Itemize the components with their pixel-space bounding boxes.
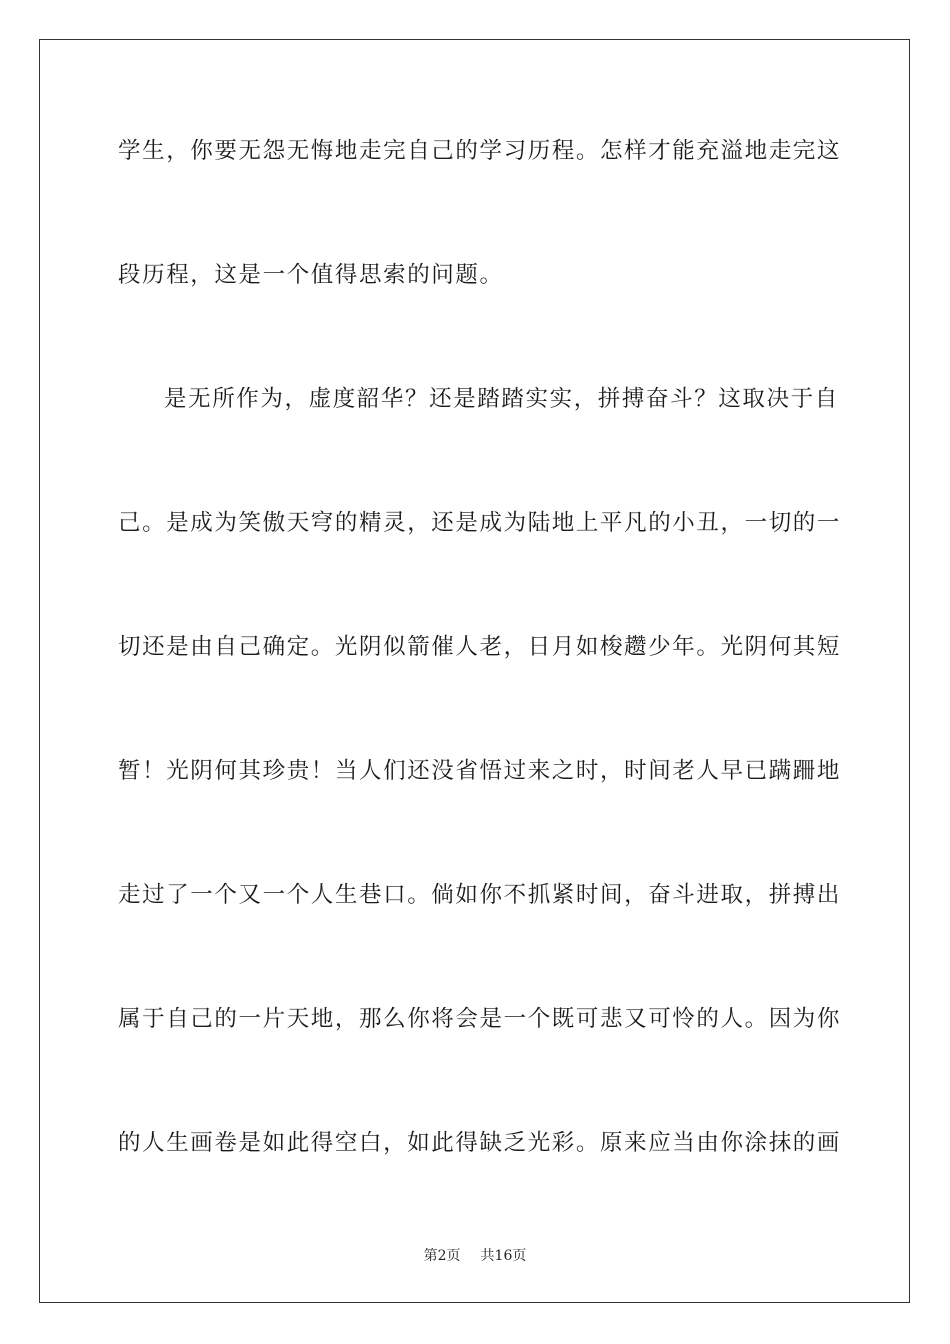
text-line: 走过了一个又一个人生巷口。倘如你不抓紧时间，奋斗进取，拼搏出: [118, 882, 842, 908]
text-line: 是无所作为，虚度韶华？还是踏踏实实，拼搏奋斗？这取决于自: [164, 386, 839, 412]
text-line: 己。是成为笑傲天穹的精灵，还是成为陆地上平凡的小丑，一切的一: [118, 510, 842, 536]
page-footer: [0, 1246, 950, 1266]
text-line: 暂！光阴何其珍贵！当人们还没省悟过来之时，时间老人早已蹒跚地: [118, 758, 842, 784]
page-border: [39, 39, 910, 1303]
text-line: 切还是由自己确定。光阴似箭催人老，日月如梭趱少年。光阴何其短: [118, 634, 842, 660]
page-number: 第2页: [423, 1248, 461, 1264]
text-line: 属于自己的一片天地，那么你将会是一个既可悲又可怜的人。因为你: [118, 1006, 842, 1032]
text-line: 段历程，这是一个值得思索的问题。: [118, 262, 504, 288]
text-line: 的人生画卷是如此得空白，如此得缺乏光彩。原来应当由你涂抹的画: [118, 1130, 842, 1156]
page-total: 共16页: [480, 1248, 527, 1264]
text-line: 学生，你要无怨无悔地走完自己的学习历程。怎样才能充溢地走完这: [118, 138, 842, 164]
